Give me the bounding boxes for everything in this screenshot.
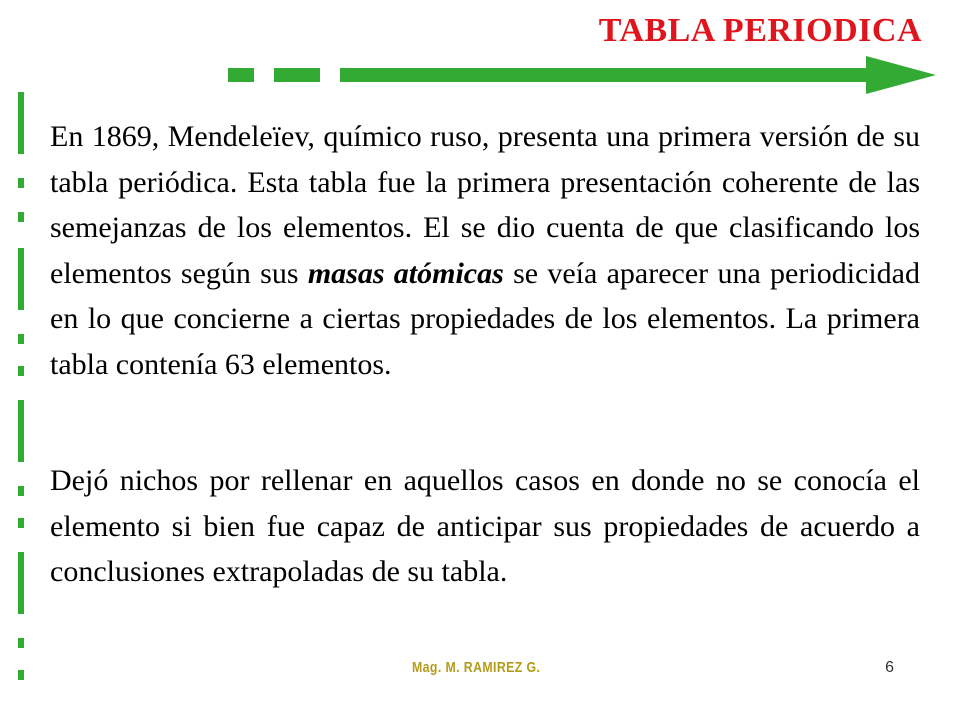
arrow-dash-2	[274, 68, 320, 82]
emphasis-masas-atomicas: masas atómicas	[307, 256, 504, 290]
arrow-dash-1	[228, 68, 254, 82]
paragraph-gaps	[50, 458, 928, 595]
paragraph-history-text-end: se veía aparecer una periodicidad en lo que concierne a ciertas propiedades de los elementos. La primera tabla contenía 63 elementos.	[50, 256, 928, 381]
paragraph-history-text: En 1869, Mendeleïev, químico ruso, presenta una primera versión de su tabla periódica. Esta tabla fue la primera presentación coherente de las semejanzas de los elementos. El se dio cuenta de que clasificando los elementos según sus	[50, 120, 928, 290]
arrow-shaft	[340, 68, 866, 82]
paragraph-history	[50, 114, 928, 387]
arrow-right-icon	[228, 56, 940, 96]
left-dash-decoration	[18, 92, 28, 692]
arrow-head	[866, 56, 936, 94]
slide-title: TABLA PERIODICA	[598, 12, 922, 49]
footer-author: Mag. M. RAMIREZ G.	[412, 659, 541, 676]
paragraph-gaps-text: Dejó nichos por rellenar en aquellos casos en donde no se conocía el elemento si bien fue capaz de anticipar sus propiedades de acuerdo a conclusiones extrapoladas de su tabla.	[50, 464, 928, 588]
page-number: 6	[885, 659, 894, 676]
